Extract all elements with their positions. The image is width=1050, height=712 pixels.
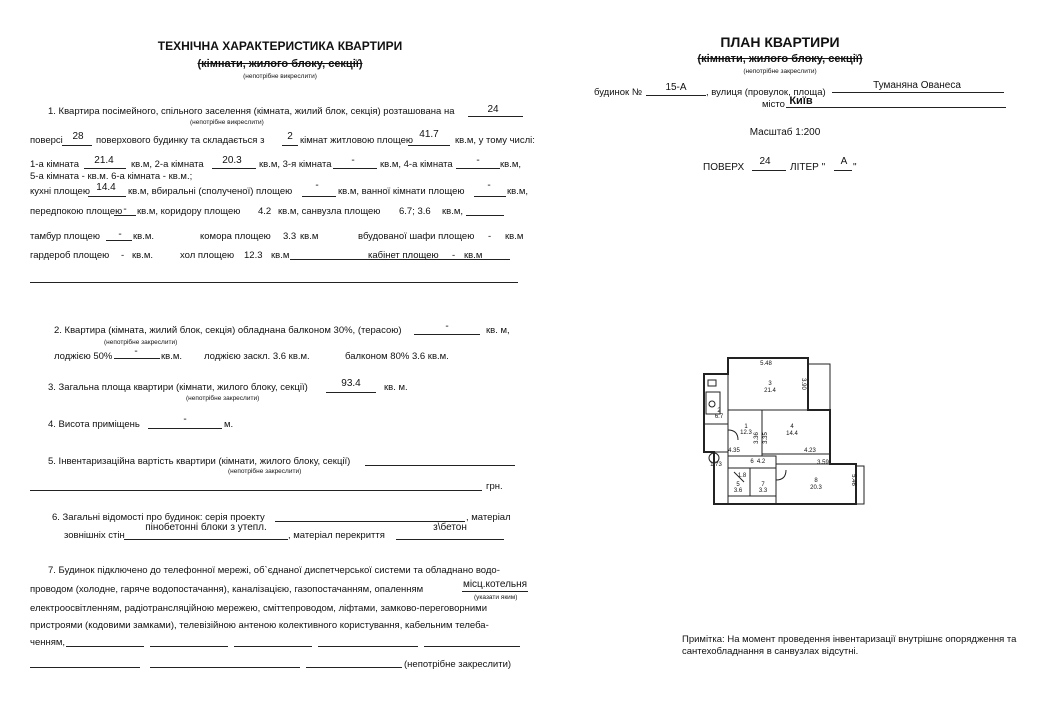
room4-num: 4 bbox=[790, 424, 794, 430]
b1: 1.8 bbox=[737, 473, 747, 479]
room3-num: 3 bbox=[768, 381, 772, 387]
p1-line1: 1. Квартира посімейного, спільного заселення (кімната, жилий блок, секція) розташована на bbox=[48, 106, 455, 117]
tambur-value: - bbox=[118, 229, 122, 240]
height-underline bbox=[148, 428, 222, 429]
p1-l7a: тамбур площею bbox=[30, 231, 100, 242]
p1-l6c: кв.м, санвузла площею bbox=[278, 206, 381, 217]
room3-area: 21.4 bbox=[764, 388, 776, 394]
p1-l5d: кв.м, bbox=[507, 186, 529, 197]
plan-subtitle: (кімнати, жилого блоку, секції) bbox=[697, 53, 863, 65]
p1-l7f: кв.м bbox=[505, 231, 524, 242]
p2-f: балконом 80% 3.6 кв.м. bbox=[345, 351, 449, 362]
remark-line2: сантехобладнання в санвузлах відсутні. bbox=[682, 646, 859, 657]
room4-underline bbox=[456, 168, 500, 169]
plan-title: ПЛАН КВАРТИРИ bbox=[720, 34, 840, 50]
p4-line: 4. Висота приміщень bbox=[48, 419, 140, 430]
bath-underline bbox=[474, 196, 506, 197]
p3-note: (непотрібне закреслити) bbox=[186, 395, 260, 402]
corridor-value: 4.2 bbox=[258, 206, 272, 217]
kitchen-value: 14.4 bbox=[96, 182, 116, 193]
floor-underline-r bbox=[752, 170, 786, 171]
living-area-value: 41.7 bbox=[419, 129, 439, 140]
rooms-value: 2 bbox=[287, 131, 293, 142]
room1-area: 12.3 bbox=[740, 430, 752, 436]
wc-underline bbox=[302, 196, 336, 197]
p1-l2c: кімнат житловою площею bbox=[300, 135, 414, 146]
room4-area: 14.4 bbox=[786, 431, 798, 437]
p1-l5c: кв.м, ванної кімнати площею bbox=[338, 186, 465, 197]
room1-value: 21.4 bbox=[94, 155, 114, 166]
building-underline bbox=[646, 95, 706, 96]
city-label: місто bbox=[762, 99, 785, 110]
p7-line1: 7. Будинок підключено до телефонної мережі, об`єднаної диспетчерської системи та обладнано водо- bbox=[48, 565, 500, 576]
p5-uah: грн. bbox=[486, 481, 503, 492]
living-area-underline bbox=[408, 145, 450, 146]
room2-underline bbox=[212, 168, 256, 169]
dim-1: 5.48 bbox=[760, 361, 772, 367]
storeys-value: 28 bbox=[72, 131, 84, 142]
p7-blank-8 bbox=[306, 667, 402, 668]
rooms-underline bbox=[282, 145, 298, 146]
street-underline bbox=[832, 92, 1004, 93]
liter-underline bbox=[834, 170, 852, 171]
p1-l8d: кв.м bbox=[271, 250, 290, 261]
floor-label: ПОВЕРХ bbox=[703, 162, 745, 173]
dim-5: 3.59 bbox=[817, 460, 829, 466]
liter-label: ЛІТЕР " bbox=[790, 162, 826, 173]
scale: Масштаб 1:200 bbox=[749, 127, 821, 138]
p1-l6d: кв.м, bbox=[442, 206, 464, 217]
dim-2: 3.90 bbox=[800, 378, 806, 390]
p7-blank-3 bbox=[234, 646, 312, 647]
komora-value: 3.3 bbox=[283, 231, 297, 242]
p1-l6b: кв.м, коридору площею bbox=[137, 206, 241, 217]
room8-area: 20.3 bbox=[810, 485, 822, 491]
p1-l7b: кв.м. bbox=[133, 231, 155, 242]
garderob-value: - bbox=[121, 250, 125, 261]
room1-num: 1 bbox=[744, 424, 748, 430]
liter-value: А bbox=[840, 156, 848, 167]
room7-num: 7 bbox=[761, 482, 765, 488]
p7-note: (непотрібне закреслити) bbox=[404, 659, 512, 670]
p1-l7d: кв.м bbox=[300, 231, 319, 242]
p5-note: (непотрібне закреслити) bbox=[228, 468, 302, 475]
sanuzel-value: 6.7; 3.6 bbox=[399, 206, 431, 217]
building-number: 15-А bbox=[665, 82, 687, 93]
total-area-value: 93.4 bbox=[341, 378, 361, 389]
p1-blank-line bbox=[30, 282, 518, 283]
room5-num: 5 bbox=[736, 482, 740, 488]
p6-line1: 6. Загальні відомості про будинок: серія проекту bbox=[52, 512, 265, 523]
tambur-underline bbox=[106, 240, 132, 241]
terrace-value: - bbox=[445, 321, 449, 332]
p1-l7c: комора площею bbox=[200, 231, 271, 242]
room5-area: 3.6 bbox=[733, 488, 743, 494]
dim-9: 1.73 bbox=[710, 462, 722, 468]
loggia-value: - bbox=[134, 346, 138, 357]
p3-b: кв. м. bbox=[384, 382, 408, 393]
total-underline bbox=[326, 392, 376, 393]
room3-underline bbox=[333, 168, 377, 169]
city-underline bbox=[786, 107, 1006, 108]
terrace-underline bbox=[414, 334, 480, 335]
room1-underline bbox=[84, 168, 126, 169]
loggia-underline bbox=[114, 358, 160, 359]
dim-7: 3.36 bbox=[754, 432, 760, 444]
p7-line2: проводом (холодне, гаряче водопостачання), каналізацією, газопостачанням, опаленням bbox=[30, 584, 424, 595]
hol-value: 12.3 bbox=[244, 250, 263, 261]
p2-b: кв. м, bbox=[486, 325, 510, 336]
heating-note: (указати яким) bbox=[474, 594, 518, 601]
p1-l8f: кв.м bbox=[464, 250, 483, 261]
p6-c: зовнішніх стін bbox=[64, 530, 125, 541]
floor-value: 24 bbox=[487, 104, 499, 115]
p5-line: 5. Інвентаризаційна вартість квартири (кімнати, жилого блоку, секції) bbox=[48, 456, 351, 467]
p5-underline bbox=[365, 465, 515, 466]
p1-l5a: кухні площею bbox=[30, 186, 90, 197]
room2-area: 6.7 bbox=[714, 414, 724, 420]
p2-note: (непотрібне закреслити) bbox=[104, 339, 178, 346]
form-note: (непотрібне викреслити) bbox=[243, 73, 317, 80]
heating-value: місц.котельня bbox=[462, 579, 528, 590]
liter-end: " bbox=[853, 162, 857, 173]
p7-line4: пристроями (кодовими замками), телевізійною антеною колективного користування, кабельним телеба- bbox=[30, 620, 489, 631]
floor-plan bbox=[690, 340, 880, 520]
room6-area: 4.2 bbox=[756, 459, 766, 465]
room3-value: - bbox=[351, 155, 355, 166]
p1-l7e: вбудованої шафи площею bbox=[358, 231, 475, 242]
height-value: - bbox=[183, 414, 187, 425]
l8-underline bbox=[290, 259, 510, 260]
p1-l3: 1-а кімната bbox=[30, 159, 80, 170]
p2-c: лоджією 50% bbox=[54, 351, 113, 362]
p1-l3c: кв.м, 3-я кімната bbox=[259, 159, 332, 170]
floors-underline bbox=[396, 539, 504, 540]
room2-num: 2 bbox=[717, 408, 721, 414]
p7-line5: ченням, bbox=[30, 637, 66, 648]
p4-b: м. bbox=[224, 419, 234, 430]
street-value: Туманяна Ованеса bbox=[873, 80, 961, 91]
room2-value: 20.3 bbox=[222, 155, 242, 166]
p7-blank-4 bbox=[318, 646, 418, 647]
p2-d: кв.м. bbox=[161, 351, 183, 362]
room6-num: 6 bbox=[750, 459, 754, 465]
p2-e: лоджією заскл. 3.6 кв.м. bbox=[204, 351, 310, 362]
p7-blank-2 bbox=[150, 646, 228, 647]
wc-value: - bbox=[315, 180, 319, 191]
p1-l8e: кабінет площею bbox=[368, 250, 439, 261]
form-subtitle: (кімнати, жилого блоку, секції) bbox=[197, 58, 363, 70]
bath-value: - bbox=[487, 180, 491, 191]
room7-area: 3.3 bbox=[758, 488, 768, 494]
p7-blank-1 bbox=[66, 646, 144, 647]
room4-value: - bbox=[476, 155, 480, 166]
kitchen-underline bbox=[88, 196, 126, 197]
p1-l2a: поверсі bbox=[30, 135, 63, 146]
p1-l3b: кв.м, 2-а кімната bbox=[131, 159, 204, 170]
remark-line1: Примітка: На момент проведення інвентаризації внутрішнє опорядження та bbox=[682, 634, 1017, 645]
p1-l2b: поверхового будинку та складається з bbox=[96, 135, 265, 146]
p7-blank-7 bbox=[150, 667, 300, 668]
p1-l4: 5-а кімната - кв.м. 6-а кімната - кв.м.; bbox=[30, 171, 193, 182]
p7-blank-5 bbox=[424, 646, 520, 647]
p7-blank-6 bbox=[30, 667, 140, 668]
p1-l6a: передпокою площею bbox=[30, 206, 123, 217]
p6-d: , матеріал перекриття bbox=[288, 530, 385, 541]
p1-l8c: хол площею bbox=[180, 250, 235, 261]
p6-b: , матеріал bbox=[466, 512, 511, 523]
sanuzel-underline bbox=[466, 215, 504, 216]
building-label: будинок № bbox=[594, 87, 643, 98]
dim-8: 5.46 bbox=[850, 474, 856, 486]
p3-line1: 3. Загальна площа квартири (кімнати, жилого блоку, секції) bbox=[48, 382, 308, 393]
walls-value: пінобетонні блоки з утепл. bbox=[145, 522, 267, 533]
floors-value: з\бетон bbox=[433, 522, 467, 533]
dim-3: 4.35 bbox=[728, 448, 740, 454]
floor-number: 24 bbox=[759, 156, 771, 167]
p7-line3: електроосвітленням, радіотрансляційною мережею, сміттепроводом, ліфтами, замково-переговорними bbox=[30, 603, 488, 614]
p2-line1: 2. Квартира (кімната, жилий блок, секція) обладнана балконом 30%, (терасою) bbox=[54, 325, 402, 336]
p5-cost-line bbox=[30, 490, 482, 491]
shafa-value: - bbox=[488, 231, 492, 242]
form-title: ТЕХНІЧНА ХАРАКТЕРИСТИКА КВАРТИРИ bbox=[157, 39, 403, 53]
p1-l5b: кв.м, вбиральні (сполученої) площею bbox=[128, 186, 293, 197]
street-label: , вулиця (провулок, площа) bbox=[706, 87, 826, 98]
hallway-underline bbox=[114, 215, 136, 216]
dim-6: 3.35 bbox=[763, 432, 769, 444]
p1-l8a: гардероб площею bbox=[30, 250, 110, 261]
p1-note: (непотрібне викреслити) bbox=[190, 119, 264, 126]
p1-l3e: кв.м, bbox=[500, 159, 522, 170]
hallway-value: - bbox=[123, 204, 127, 215]
p1-l2d: кв.м, у тому числі: bbox=[455, 135, 535, 146]
plan-note: (непотрібне закреслити) bbox=[743, 68, 817, 75]
p1-l3d: кв.м, 4-а кімната bbox=[380, 159, 453, 170]
kabinet-value: - bbox=[452, 250, 456, 261]
city-value: Київ bbox=[789, 95, 813, 107]
dim-4: 4.23 bbox=[804, 448, 816, 454]
p1-l8b: кв.м. bbox=[132, 250, 154, 261]
floor-underline bbox=[468, 116, 523, 117]
room8-num: 8 bbox=[814, 478, 818, 484]
storeys-underline bbox=[62, 145, 92, 146]
walls-underline bbox=[124, 539, 288, 540]
